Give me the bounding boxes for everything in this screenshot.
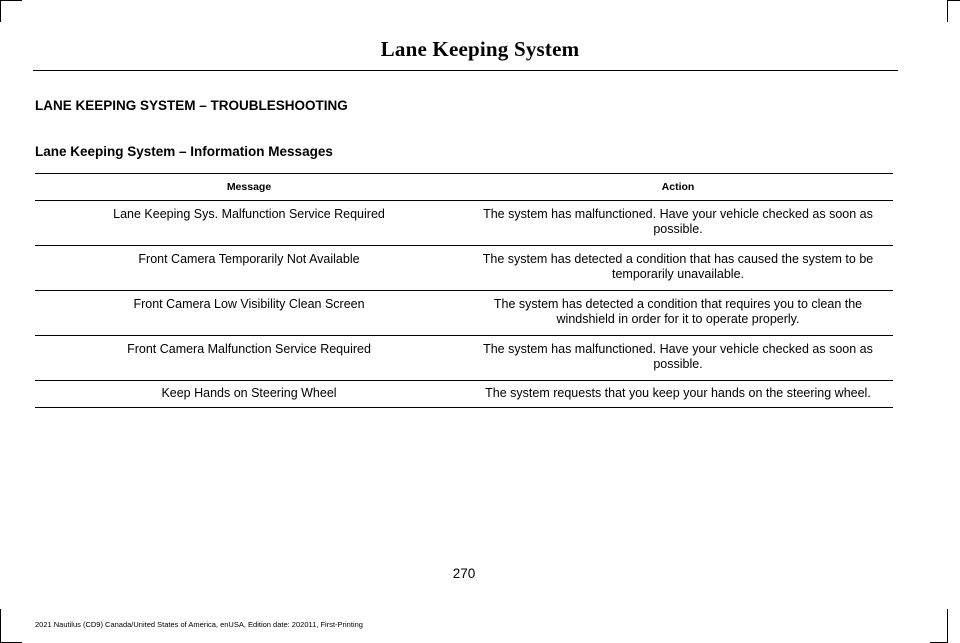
page-header-title: Lane Keeping System [380,37,580,61]
message-cell: Front Camera Temporarily Not Available [35,246,463,291]
message-cell: Front Camera Malfunction Service Required [35,336,463,381]
crop-mark [0,609,1,643]
table-row [35,246,893,291]
crop-mark [0,0,22,1]
column-header-action: Action [463,174,893,201]
header-divider [33,70,898,71]
action-cell: The system has malfunctioned. Have your vehicle checked as soon as possible. [463,336,893,381]
table-title: Lane Keeping System – Information Messages [35,144,333,159]
action-cell: The system has malfunctioned. Have your vehicle checked as soon as possible. [463,201,893,246]
crop-mark [947,0,948,22]
action-cell: The system requests that you keep your hands on the steering wheel. [463,381,893,408]
edition-footer: 2021 Nautilus (CD9) Canada/United States of America, enUSA, Edition date: 202011, First-Printing [35,620,363,629]
table-row [35,291,893,336]
crop-mark [947,609,948,643]
action-cell: The system has detected a condition that has caused the system to be temporarily unavailable. [463,246,893,291]
message-cell: Front Camera Low Visibility Clean Screen [35,291,463,336]
crop-mark [0,0,1,22]
information-messages-table [35,173,893,408]
table-row [35,336,893,381]
message-cell: Lane Keeping Sys. Malfunction Service Required [35,201,463,246]
message-cell: Keep Hands on Steering Wheel [35,381,463,408]
action-cell: The system has detected a condition that requires you to clean the windshield in order for it to operate properly. [463,291,893,336]
crop-mark [947,0,960,1]
page-number: 270 [452,566,476,581]
table-row [35,201,893,246]
table-header-row [35,174,893,201]
table-row [35,381,893,408]
section-heading: LANE KEEPING SYSTEM – TROUBLESHOOTING [35,98,348,113]
column-header-message: Message [35,174,463,201]
